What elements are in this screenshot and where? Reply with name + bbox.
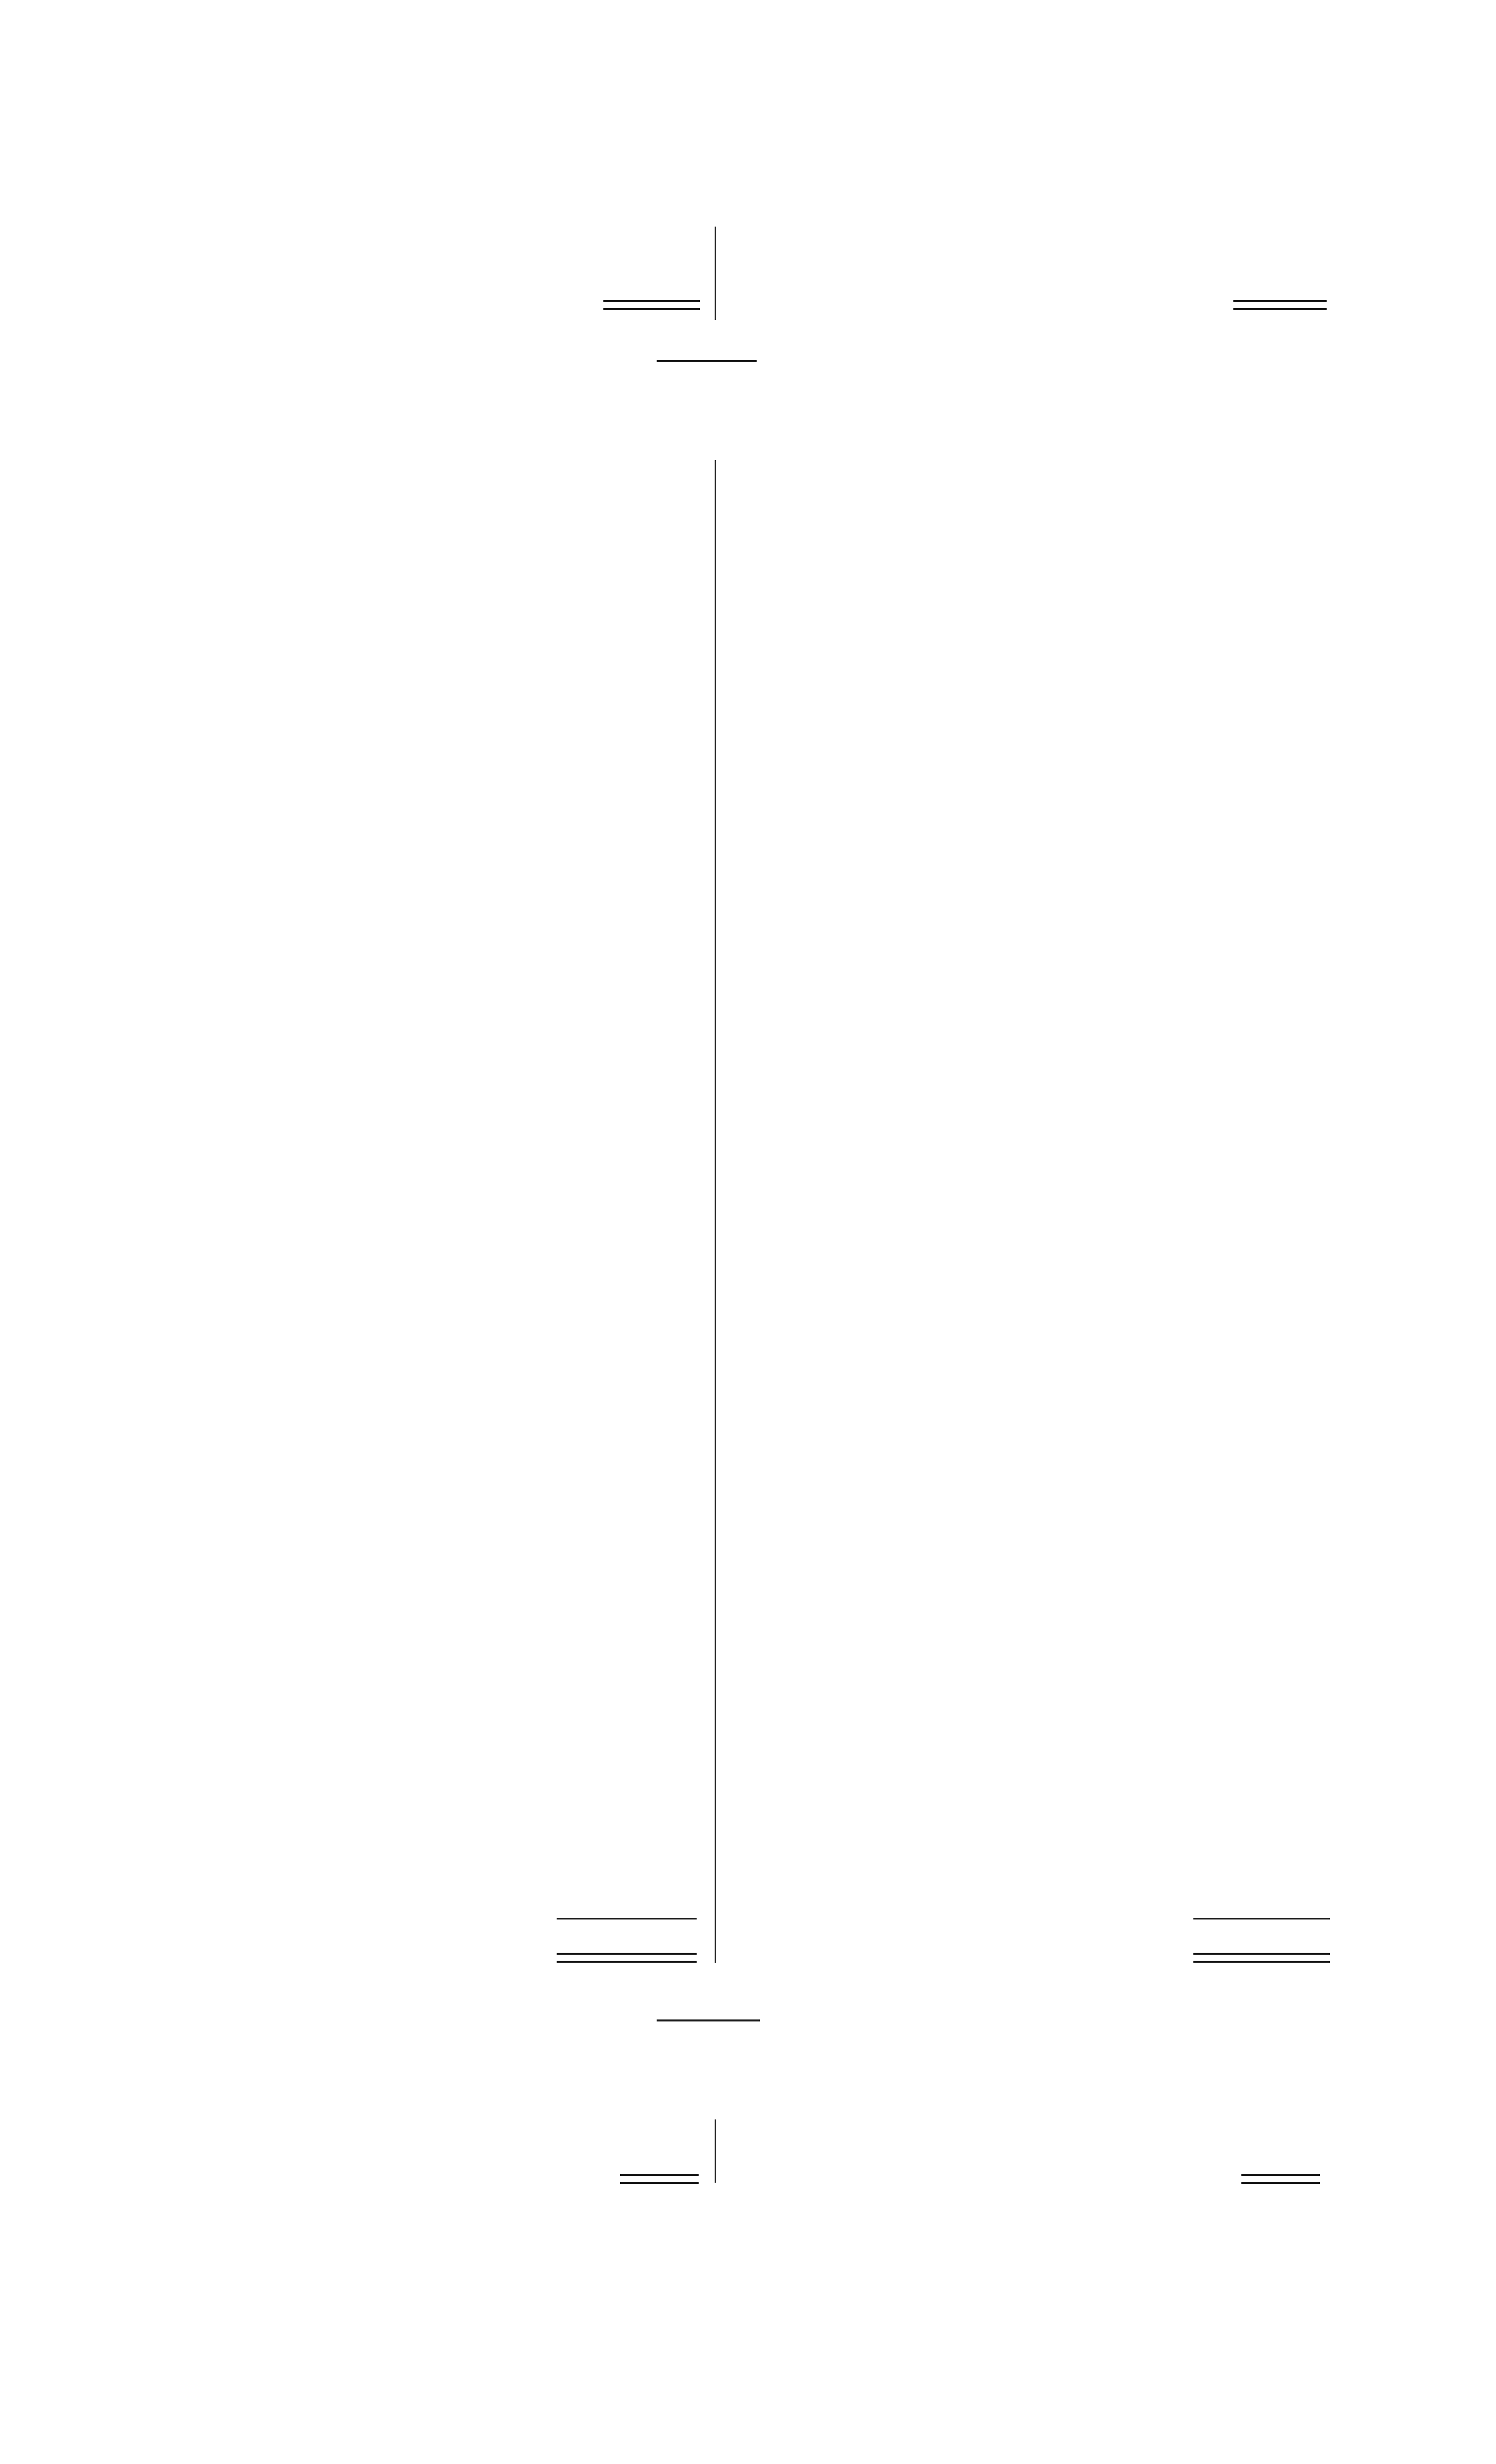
heaphy-divider [715, 2119, 716, 2183]
taumutu-disb-total-rule [1233, 300, 1327, 310]
taumutu-receipts-money-heading [583, 217, 665, 237]
heaphy-disb-amount [1227, 2145, 1311, 2165]
greymouth-divider [715, 460, 716, 1963]
greymouth-disb-total-rule-top [1193, 1918, 1330, 1919]
section-separator-2 [657, 2019, 760, 2021]
greymouth-receipts-money-heading [580, 443, 673, 464]
greymouth-receipts-total [563, 1923, 693, 1943]
taumutu-receipt-total-rule [603, 300, 700, 310]
greymouth-receipts-total-rule-top [557, 1918, 697, 1919]
heaphy-disb-money-heading [1247, 2114, 1321, 2135]
section-separator [657, 360, 757, 362]
taumutu-divider [715, 227, 716, 320]
taumutu-disb-amount [1220, 270, 1317, 291]
taumutu-disb-money-heading [1240, 217, 1321, 237]
taumutu-receipt-amount [587, 270, 684, 291]
heaphy-receipt-amount [603, 2145, 687, 2165]
heaphy-disb-total-rule [1241, 2174, 1320, 2184]
heaphy-receipt-total-rule [620, 2174, 699, 2184]
greymouth-disb-total-rule [1193, 1953, 1330, 1963]
heaphy-receipts-money-heading [620, 2114, 695, 2135]
greymouth-shares-money-heading [1237, 475, 1317, 494]
greymouth-receipts-total-rule [557, 1953, 697, 1963]
greymouth-disb-total [1193, 1923, 1323, 1943]
